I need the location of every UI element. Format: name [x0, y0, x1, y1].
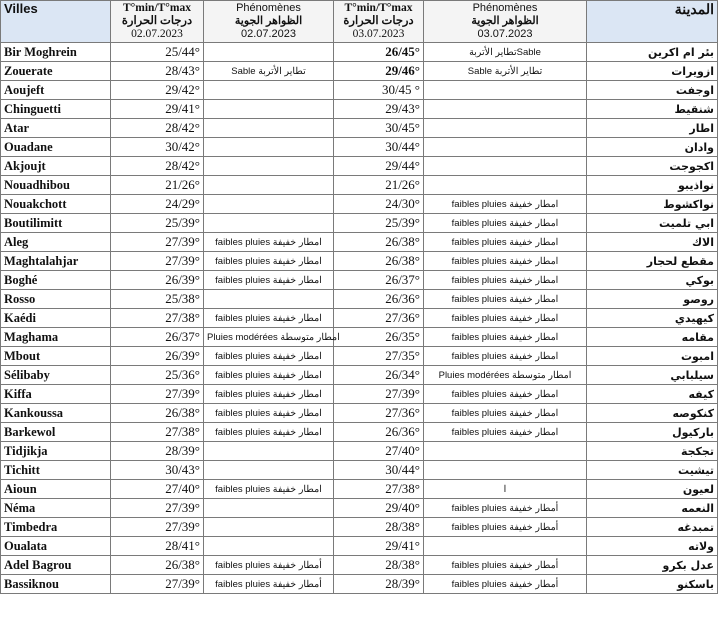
temperature-day1-cell: 27/38° [111, 423, 204, 442]
table-row [1, 385, 718, 404]
city-name-cell: Maghtalahjar [1, 252, 111, 271]
temperature-day1-cell: 25/39° [111, 214, 204, 233]
city-name-cell: Tichitt [1, 461, 111, 480]
temperature-day2-cell: 26/38° [334, 252, 424, 271]
city-name-cell: Adel Bagrou [1, 556, 111, 575]
city-name-cell: Timbedra [1, 518, 111, 537]
temperature-day1-cell: 21/26° [111, 176, 204, 195]
header-ph1-date: 02.07.2023 [240, 28, 297, 40]
city-name-arabic-cell: اطار [587, 119, 718, 138]
table-row [1, 480, 718, 499]
phenomena-day1-cell: faibles pluies امطار خفيفة [204, 347, 334, 366]
city-name-cell: Chinguetti [1, 100, 111, 119]
phenomena-day2-cell: Sable تطاير الأتربة [424, 62, 587, 81]
city-name-arabic-cell: اوجفت [587, 81, 718, 100]
header-phenomena-day2 [424, 1, 587, 43]
city-name-cell: Akjoujt [1, 157, 111, 176]
table-row [1, 518, 718, 537]
temperature-day2-cell: 21/26° [334, 176, 424, 195]
table-row [1, 195, 718, 214]
phenomena-day2-cell: faibles pluies امطار خفيفة [424, 271, 587, 290]
city-name-arabic-cell: بوكي [587, 271, 718, 290]
phenomena-day1-cell [204, 138, 334, 157]
temperature-day1-cell: 30/43° [111, 461, 204, 480]
phenomena-day1-cell: faibles pluies امطار خفيفة [204, 423, 334, 442]
phenomena-day2-cell [424, 119, 587, 138]
phenomena-day2-cell: faibles pluies أمطار خفيفة [424, 556, 587, 575]
city-name-arabic-cell: مقامه [587, 328, 718, 347]
temperature-day2-cell: 24/30° [334, 195, 424, 214]
temperature-day2-cell: 27/36° [334, 404, 424, 423]
phenomena-day2-cell: faibles pluies امطار خفيفة [424, 404, 587, 423]
phenomena-day1-cell [204, 442, 334, 461]
phenomena-day1-cell [204, 537, 334, 556]
temperature-day1-cell: 28/39° [111, 442, 204, 461]
city-name-arabic-cell: شنقيط [587, 100, 718, 119]
phenomena-day1-cell [204, 195, 334, 214]
temperature-day2-cell: 30/45 ° [334, 81, 424, 100]
phenomena-day1-cell: Pluies modérées امطار متوسطة [204, 328, 334, 347]
temperature-day2-cell: 26/36° [334, 423, 424, 442]
city-name-cell: Aleg [1, 233, 111, 252]
phenomena-day1-cell [204, 176, 334, 195]
temperature-day1-cell: 28/43° [111, 62, 204, 81]
table-row [1, 252, 718, 271]
phenomena-day2-cell: faibles pluies امطار خفيفة [424, 328, 587, 347]
phenomena-day2-cell: faibles pluies امطار خفيفة [424, 423, 587, 442]
temperature-day2-cell: 29/46° [334, 62, 424, 81]
temperature-day2-cell: 27/36° [334, 309, 424, 328]
phenomena-day1-cell: faibles pluies امطار خفيفة [204, 404, 334, 423]
city-name-cell: Kaédi [1, 309, 111, 328]
city-name-cell: Aioun [1, 480, 111, 499]
temperature-day1-cell: 27/39° [111, 499, 204, 518]
phenomena-day2-cell [424, 176, 587, 195]
table-row [1, 556, 718, 575]
temperature-day1-cell: 27/39° [111, 385, 204, 404]
city-name-arabic-cell: كيهيدي [587, 309, 718, 328]
table-row [1, 442, 718, 461]
temperature-day2-cell: 27/35° [334, 347, 424, 366]
table-row [1, 62, 718, 81]
phenomena-day1-cell [204, 81, 334, 100]
phenomena-day2-cell [424, 81, 587, 100]
table-row [1, 537, 718, 556]
city-name-arabic-cell: تجكجة [587, 442, 718, 461]
temperature-day1-cell: 28/42° [111, 157, 204, 176]
temperature-day1-cell: 30/42° [111, 138, 204, 157]
city-name-cell: Boghé [1, 271, 111, 290]
city-name-arabic-cell: باركيول [587, 423, 718, 442]
city-name-cell: Bassiknou [1, 575, 111, 594]
city-name-arabic-cell: امبوت [587, 347, 718, 366]
header-row [1, 1, 718, 43]
city-name-cell: Kiffa [1, 385, 111, 404]
phenomena-day1-cell [204, 100, 334, 119]
city-name-cell: Nouadhibou [1, 176, 111, 195]
city-name-arabic-cell: مقطع لحجار [587, 252, 718, 271]
city-name-arabic-cell: عدل بكرو [587, 556, 718, 575]
city-name-arabic-cell: اكجوجت [587, 157, 718, 176]
table-row [1, 214, 718, 233]
table-row [1, 404, 718, 423]
temperature-day2-cell: 29/40° [334, 499, 424, 518]
temperature-day1-cell: 28/42° [111, 119, 204, 138]
table-row [1, 328, 718, 347]
temperature-day2-cell: 26/36° [334, 290, 424, 309]
header-temp1-label: T°min/T°max [123, 2, 191, 14]
phenomena-day2-cell [424, 537, 587, 556]
city-name-cell: Tidjikja [1, 442, 111, 461]
city-name-arabic-cell: ابي تلميت [587, 214, 718, 233]
city-name-arabic-cell: الاك [587, 233, 718, 252]
phenomena-day2-cell [424, 461, 587, 480]
city-name-cell: Boutilimitt [1, 214, 111, 233]
phenomena-day2-cell: ا [424, 480, 587, 499]
city-name-arabic-cell: تيشيت [587, 461, 718, 480]
phenomena-day2-cell: faibles pluies امطار خفيفة [424, 290, 587, 309]
city-name-arabic-cell: لعيون [587, 480, 718, 499]
temperature-day2-cell: 26/34° [334, 366, 424, 385]
phenomena-day2-cell [424, 138, 587, 157]
city-name-arabic-cell: نواذيبو [587, 176, 718, 195]
temperature-day1-cell: 25/38° [111, 290, 204, 309]
temperature-day2-cell: 30/44° [334, 138, 424, 157]
header-ph2-arabic: الظواهر الجوية [471, 15, 539, 27]
city-name-cell: Maghama [1, 328, 111, 347]
phenomena-day2-cell [424, 442, 587, 461]
temperature-day2-cell: 30/45° [334, 119, 424, 138]
phenomena-day2-cell: faibles pluies أمطار خفيفة [424, 499, 587, 518]
city-name-cell: Néma [1, 499, 111, 518]
header-ph2-label: Phénomènes [472, 2, 538, 14]
city-name-cell: Zouerate [1, 62, 111, 81]
header-temp2-label: T°min/T°max [344, 2, 413, 14]
city-name-arabic-cell: كنكوصه [587, 404, 718, 423]
temperature-day1-cell: 27/39° [111, 575, 204, 594]
temperature-day1-cell: 27/39° [111, 252, 204, 271]
city-name-arabic-cell: نواكشوط [587, 195, 718, 214]
header-ph1-arabic: الظواهر الجوية [234, 15, 303, 27]
phenomena-day1-cell: faibles pluies امطار خفيفة [204, 385, 334, 404]
temperature-day1-cell: 28/41° [111, 537, 204, 556]
temperature-day1-cell: 29/42° [111, 81, 204, 100]
table-header [1, 1, 718, 43]
phenomena-day2-cell: faibles pluies امطار خفيفة [424, 385, 587, 404]
phenomena-day1-cell [204, 157, 334, 176]
city-name-cell: Bir Moghrein [1, 43, 111, 62]
header-temp1-date: 02.07.2023 [131, 28, 183, 40]
temperature-day2-cell: 28/39° [334, 575, 424, 594]
temperature-day1-cell: 26/37° [111, 328, 204, 347]
table-row [1, 499, 718, 518]
header-phenomena-day1 [204, 1, 334, 43]
city-name-arabic-cell: النعمه [587, 499, 718, 518]
phenomena-day2-cell: Pluies modérées امطار متوسطة [424, 366, 587, 385]
city-name-arabic-cell: تمبدغه [587, 518, 718, 537]
city-name-arabic-cell: باسكنو [587, 575, 718, 594]
phenomena-day1-cell [204, 290, 334, 309]
table-row [1, 366, 718, 385]
temperature-day1-cell: 25/44° [111, 43, 204, 62]
table-row [1, 309, 718, 328]
phenomena-day2-cell: faibles pluies امطار خفيفة [424, 214, 587, 233]
header-arabic-city: المدينة [587, 1, 718, 43]
temperature-day1-cell: 26/38° [111, 404, 204, 423]
temperature-day2-cell: 26/45° [334, 43, 424, 62]
phenomena-day1-cell: Sable تطاير الأتربة [204, 62, 334, 81]
table-row [1, 138, 718, 157]
temperature-day2-cell: 28/38° [334, 518, 424, 537]
phenomena-day2-cell: تطاير الأتربةSable [424, 43, 587, 62]
temperature-day2-cell: 29/43° [334, 100, 424, 119]
phenomena-day1-cell: faibles pluies امطار خفيفة [204, 366, 334, 385]
phenomena-day1-cell [204, 518, 334, 537]
phenomena-day1-cell [204, 43, 334, 62]
temperature-day1-cell: 24/29° [111, 195, 204, 214]
city-name-cell: Sélibaby [1, 366, 111, 385]
phenomena-day2-cell [424, 100, 587, 119]
city-name-arabic-cell: ازويرات [587, 62, 718, 81]
city-name-arabic-cell: سيلبابي [587, 366, 718, 385]
phenomena-day1-cell: faibles pluies امطار خفيفة [204, 252, 334, 271]
table-row [1, 100, 718, 119]
temperature-day2-cell: 27/38° [334, 480, 424, 499]
temperature-day2-cell: 25/39° [334, 214, 424, 233]
header-temperature-day2 [334, 1, 424, 43]
phenomena-day2-cell: faibles pluies امطار خفيفة [424, 233, 587, 252]
city-name-cell: Barkewol [1, 423, 111, 442]
phenomena-day1-cell: faibles pluies امطار خفيفة [204, 233, 334, 252]
phenomena-day1-cell [204, 461, 334, 480]
phenomena-day1-cell [204, 499, 334, 518]
temperature-day2-cell: 26/37° [334, 271, 424, 290]
phenomena-day1-cell [204, 119, 334, 138]
phenomena-day1-cell: faibles pluies أمطار خفيفة [204, 556, 334, 575]
temperature-day2-cell: 30/44° [334, 461, 424, 480]
city-name-cell: Ouadane [1, 138, 111, 157]
table-row [1, 271, 718, 290]
table-row [1, 81, 718, 100]
header-ph2-date: 03.07.2023 [477, 28, 533, 40]
phenomena-day1-cell: faibles pluies أمطار خفيفة [204, 575, 334, 594]
temperature-day2-cell: 28/38° [334, 556, 424, 575]
header-temp2-date: 03.07.2023 [352, 28, 405, 40]
city-name-cell: Mbout [1, 347, 111, 366]
temperature-day2-cell: 29/41° [334, 537, 424, 556]
city-name-cell: Aoujeft [1, 81, 111, 100]
table-body [1, 43, 718, 594]
city-name-arabic-cell: ولاته [587, 537, 718, 556]
temperature-day1-cell: 27/38° [111, 309, 204, 328]
temperature-day1-cell: 25/36° [111, 366, 204, 385]
header-villes: Villes [1, 1, 111, 43]
temperature-day1-cell: 26/38° [111, 556, 204, 575]
phenomena-day2-cell: faibles pluies أمطار خفيفة [424, 518, 587, 537]
city-name-arabic-cell: روصو [587, 290, 718, 309]
temperature-day2-cell: 26/38° [334, 233, 424, 252]
phenomena-day2-cell [424, 157, 587, 176]
temperature-day1-cell: 26/39° [111, 347, 204, 366]
phenomena-day1-cell: faibles pluies امطار خفيفة [204, 480, 334, 499]
table-row [1, 176, 718, 195]
phenomena-day2-cell: faibles pluies امطار خفيفة [424, 309, 587, 328]
city-name-cell: Oualata [1, 537, 111, 556]
table-row [1, 119, 718, 138]
temperature-day1-cell: 29/41° [111, 100, 204, 119]
phenomena-day2-cell: faibles pluies امطار خفيفة [424, 347, 587, 366]
header-temperature-day1 [111, 1, 204, 43]
phenomena-day1-cell: faibles pluies امطار خفيفة [204, 271, 334, 290]
city-name-cell: Rosso [1, 290, 111, 309]
temperature-day1-cell: 27/39° [111, 518, 204, 537]
temperature-day2-cell: 27/40° [334, 442, 424, 461]
table-row [1, 157, 718, 176]
table-row [1, 43, 718, 62]
table-row [1, 423, 718, 442]
header-temp1-arabic: درجات الحرارة [121, 15, 193, 27]
phenomena-day2-cell: faibles pluies أمطار خفيفة [424, 575, 587, 594]
city-name-cell: Nouakchott [1, 195, 111, 214]
phenomena-day1-cell: faibles pluies امطار خفيفة [204, 309, 334, 328]
table-row [1, 575, 718, 594]
phenomena-day2-cell: faibles pluies امطار خفيفة [424, 252, 587, 271]
temperature-day1-cell: 26/39° [111, 271, 204, 290]
header-ph1-label: Phénomènes [236, 2, 301, 14]
table-row [1, 461, 718, 480]
temperature-day2-cell: 27/39° [334, 385, 424, 404]
city-name-arabic-cell: وادان [587, 138, 718, 157]
table-row [1, 290, 718, 309]
table-row [1, 347, 718, 366]
temperature-day2-cell: 26/35° [334, 328, 424, 347]
city-name-cell: Atar [1, 119, 111, 138]
city-name-cell: Kankoussa [1, 404, 111, 423]
phenomena-day1-cell [204, 214, 334, 233]
temperature-day2-cell: 29/44° [334, 157, 424, 176]
temperature-day1-cell: 27/39° [111, 233, 204, 252]
table-row [1, 233, 718, 252]
header-temp2-arabic: درجات الحرارة [343, 15, 414, 27]
city-name-arabic-cell: كيفه [587, 385, 718, 404]
phenomena-day2-cell: faibles pluies امطار خفيفة [424, 195, 587, 214]
city-name-arabic-cell: بئر ام اكرين [587, 43, 718, 62]
temperature-day1-cell: 27/40° [111, 480, 204, 499]
